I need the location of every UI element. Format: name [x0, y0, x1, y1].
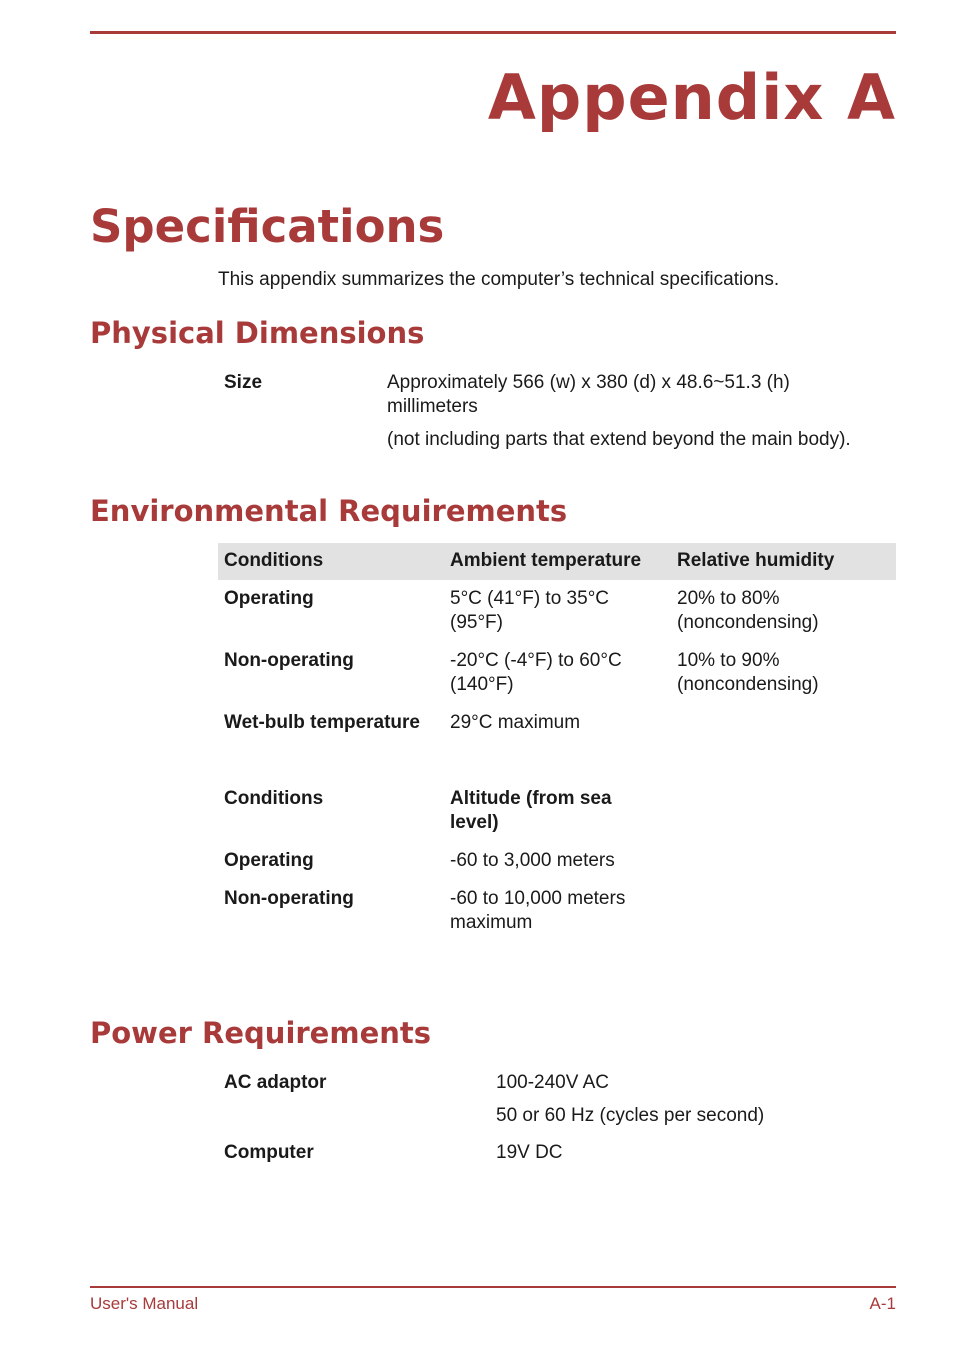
row-altitude-line1: -60 to 10,000 meters [450, 888, 626, 909]
row-temperature-line1: 5°C (41°F) to 35°C [450, 588, 610, 609]
row-condition: Non-operating [224, 888, 354, 909]
footer-manual-title: User's Manual [90, 1294, 199, 1313]
row-condition: Operating [224, 850, 314, 871]
row-temperature-line2: (95°F) [450, 612, 503, 633]
row-altitude-line1: -60 to 3,000 meters [450, 850, 615, 871]
intro-text: This appendix summarizes the computer’s technical specifications. [218, 269, 780, 290]
environmental-requirements-heading: Environmental Requirements [90, 494, 568, 528]
row-altitude-line2: maximum [450, 912, 533, 933]
size-note: (not including parts that extend beyond the main body). [387, 429, 851, 450]
row-humidity-line1: 10% to 90% [677, 650, 780, 671]
header-altitude-line2: level) [450, 812, 499, 833]
header-conditions: Conditions [224, 788, 324, 809]
header-conditions: Conditions [224, 550, 324, 571]
top-divider [90, 31, 896, 34]
header-relative-humidity: Relative humidity [677, 550, 835, 571]
row-condition: Operating [224, 588, 314, 609]
appendix-title: Appendix A [487, 61, 896, 134]
row-condition: Non-operating [224, 650, 354, 671]
header-ambient-temperature: Ambient temperature [450, 550, 642, 571]
size-value-line2: millimeters [387, 396, 478, 417]
ac-adaptor-label: AC adaptor [224, 1072, 327, 1093]
row-humidity-line2: (noncondensing) [677, 674, 819, 695]
row-temperature-line2: (140°F) [450, 674, 514, 695]
row-humidity-line1: 20% to 80% [677, 588, 780, 609]
row-humidity-line2: (noncondensing) [677, 612, 819, 633]
physical-dimensions-heading: Physical Dimensions [90, 316, 425, 350]
page-title: Specifications [90, 200, 445, 253]
computer-label: Computer [224, 1142, 314, 1163]
footer-divider [90, 1286, 896, 1288]
page-number: A-1 [869, 1294, 896, 1313]
ac-adaptor-value: 100-240V AC [496, 1072, 610, 1093]
ac-adaptor-note: 50 or 60 Hz (cycles per second) [496, 1105, 765, 1126]
row-temperature-line1: -20°C (-4°F) to 60°C [450, 650, 622, 671]
row-temperature-line1: 29°C maximum [450, 712, 581, 733]
size-value-line1: Approximately 566 (w) x 380 (d) x 48.6~51.3 (h) [387, 372, 790, 393]
power-requirements-heading: Power Requirements [90, 1016, 432, 1050]
size-label: Size [224, 372, 263, 393]
row-condition: Wet-bulb temperature [224, 712, 421, 733]
computer-value: 19V DC [496, 1142, 563, 1163]
header-altitude-line1: Altitude (from sea [450, 788, 612, 809]
